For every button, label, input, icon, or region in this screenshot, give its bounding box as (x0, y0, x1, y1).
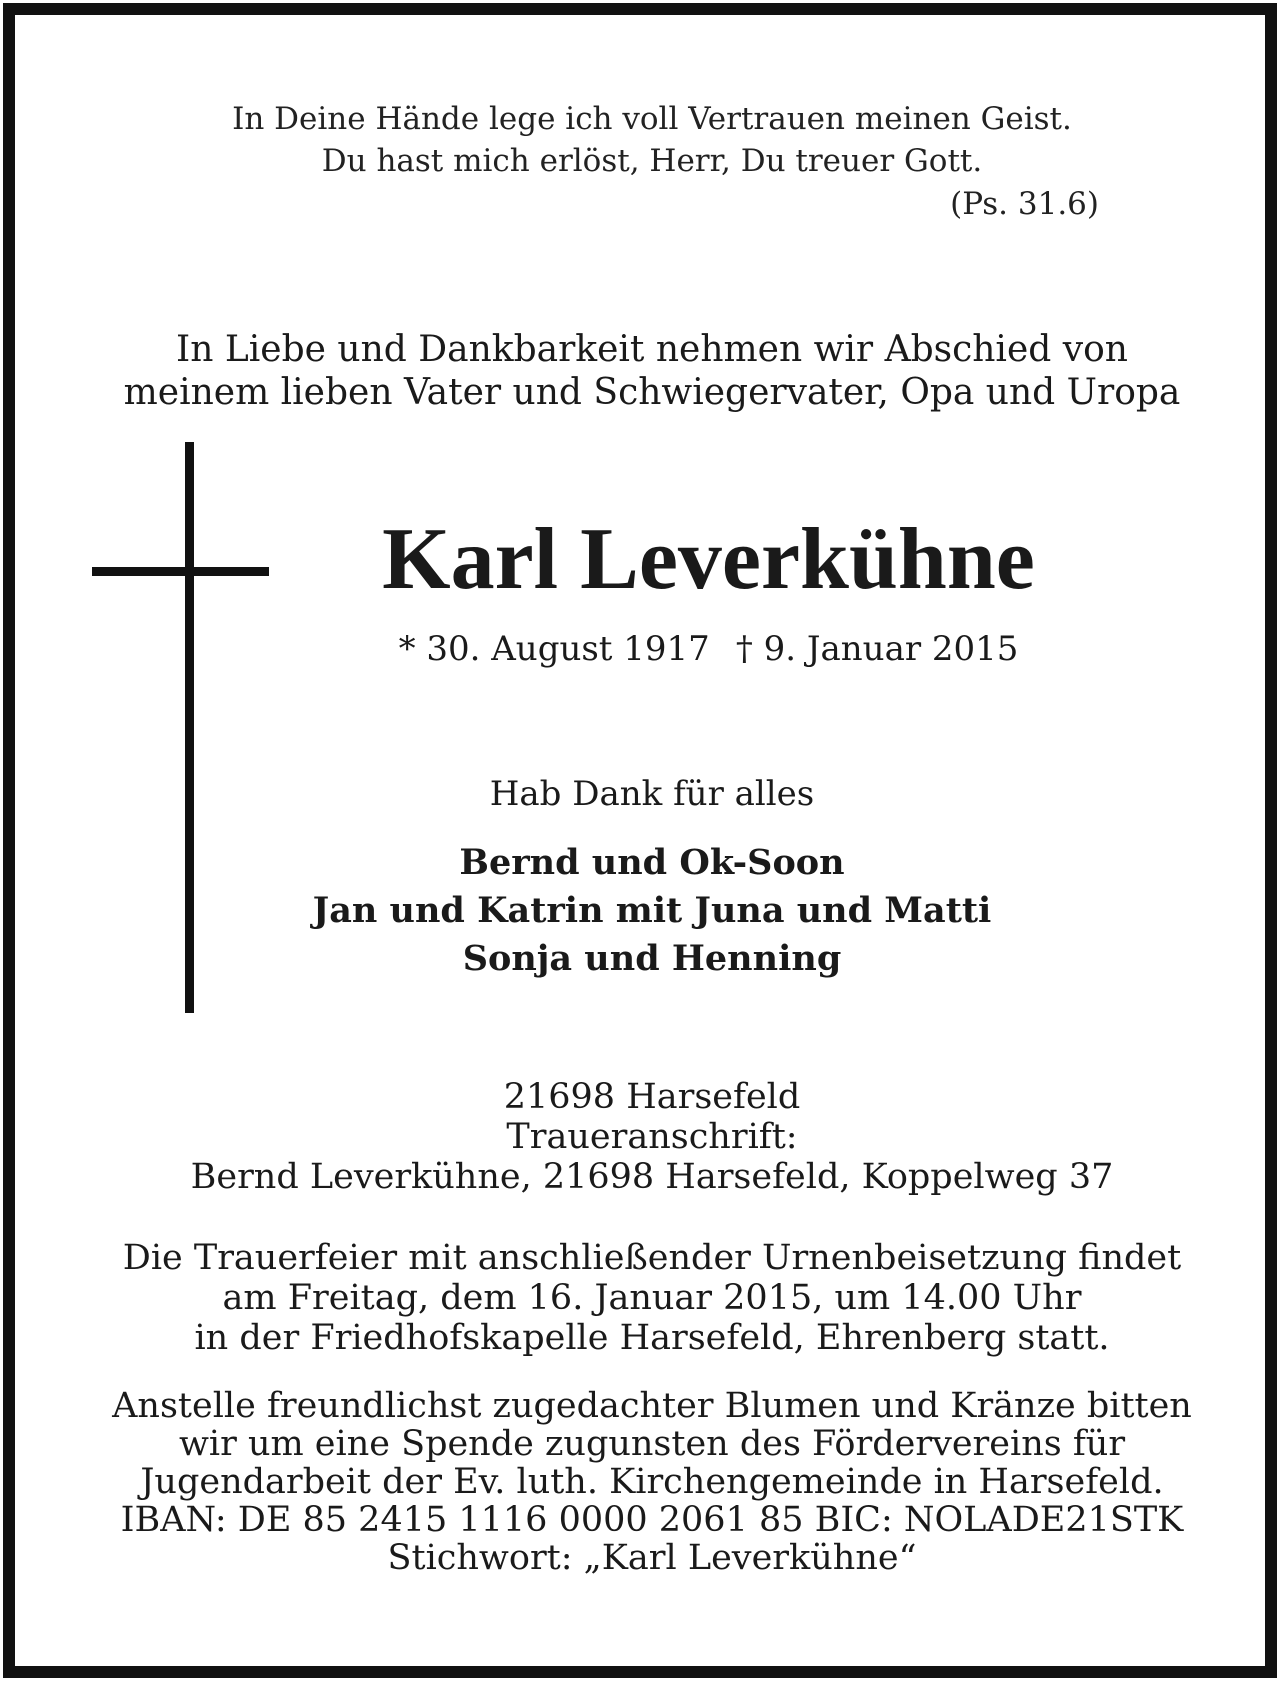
family-line: Sonja und Henning (462, 938, 842, 979)
donation-line: Anstelle freundlichst zugedachter Blumen und Kränze bitten (112, 1386, 1192, 1426)
donation-notice (15, 1387, 1280, 1577)
family-signatures (15, 839, 1280, 983)
donation-line: wir um eine Spende zugunsten des Fördervereins für (178, 1424, 1126, 1464)
psalm-line: In Deine Hände lege ich voll Vertrauen meinen Geist. (232, 101, 1072, 137)
birth-date: * 30. August 1917 (398, 629, 710, 669)
thanks-text: Hab Dank für alles (489, 774, 815, 814)
family-line: Bernd und Ok-Soon (459, 842, 845, 883)
psalm-quote (15, 98, 1280, 182)
deceased-name: Karl Leverkühne (382, 511, 1035, 608)
death-date: † 9. Januar 2015 (735, 629, 1019, 669)
donation-bank-details: IBAN: DE 85 2415 1116 0000 2061 85 BIC: NOLADE21STK (120, 1500, 1184, 1540)
address-label: Traueranschrift: (506, 1117, 798, 1157)
mourning-address (15, 1077, 1280, 1197)
ceremony-line: am Freitag, dem 16. Januar 2015, um 14.00 Uhr (222, 1278, 1082, 1318)
life-dates (345, 627, 1072, 671)
address-city: 21698 Harsefeld (503, 1077, 801, 1117)
cross-horizontal-bar (92, 567, 269, 576)
donation-line: Jugendarbeit der Ev. luth. Kirchengemeinde in Harsefeld. (140, 1462, 1164, 1502)
address-line: Bernd Leverkühne, 21698 Harsefeld, Koppelweg 37 (190, 1157, 1114, 1197)
ceremony-notice (15, 1238, 1280, 1358)
obituary-frame (3, 3, 1277, 1678)
ceremony-line: Die Trauerfeier mit anschließender Urnenbeisetzung findet (122, 1238, 1182, 1278)
intro-text (15, 328, 1280, 414)
psalm-reference: (Ps. 31.6) (950, 186, 1099, 222)
donation-keyword: Stichwort: „Karl Leverkühne“ (387, 1538, 917, 1578)
family-line: Jan und Katrin mit Juna und Matti (312, 890, 992, 931)
psalm-line: Du hast mich erlöst, Herr, Du treuer Gott. (321, 143, 983, 179)
ceremony-line: in der Friedhofskapelle Harsefeld, Ehrenberg statt. (194, 1318, 1110, 1358)
intro-line: In Liebe und Dankbarkeit nehmen wir Abschied von (176, 329, 1128, 370)
intro-line: meinem lieben Vater und Schwiegervater, Opa und Uropa (123, 372, 1181, 413)
